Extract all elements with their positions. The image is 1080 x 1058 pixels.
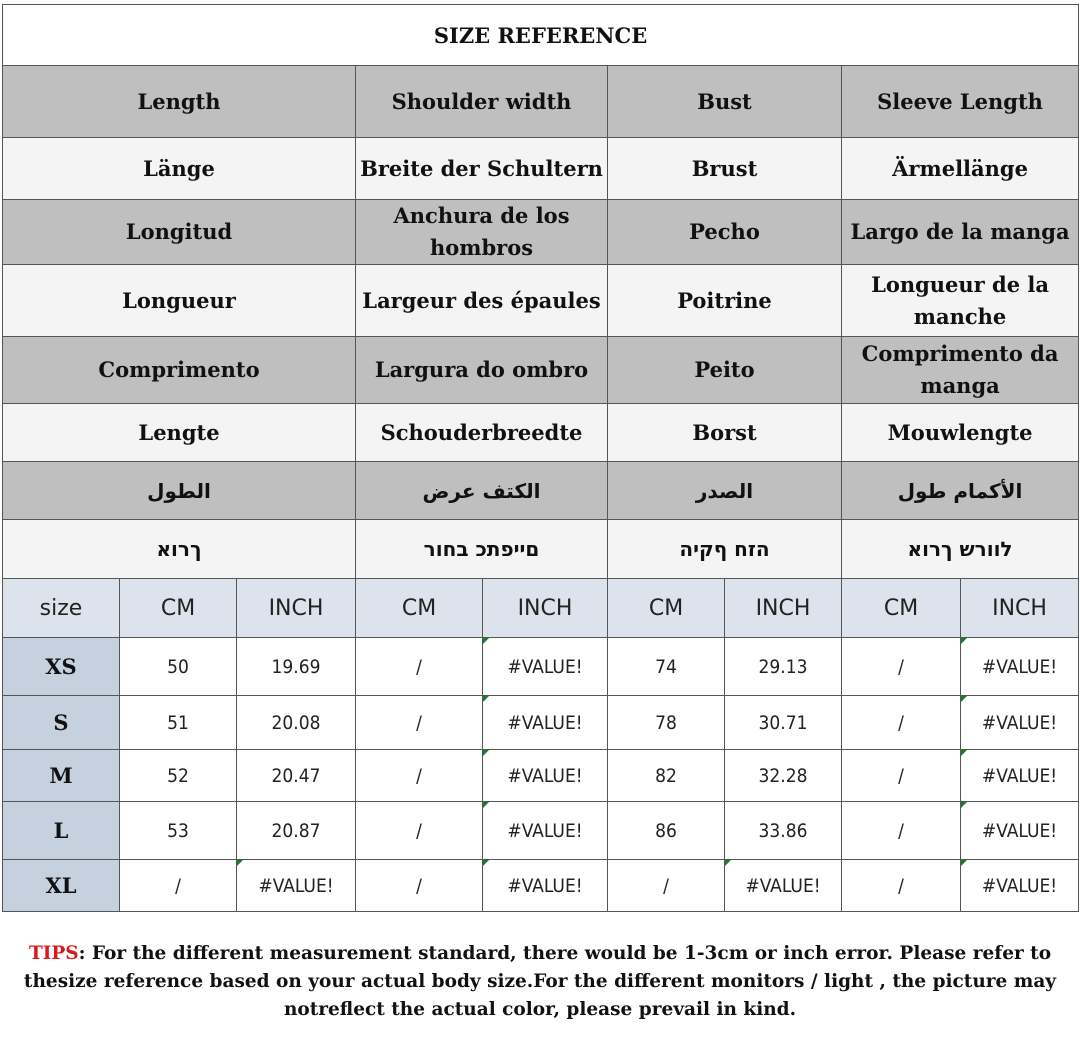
value-cell: 74 bbox=[608, 638, 725, 696]
value-cell: #VALUE! bbox=[483, 638, 608, 696]
shoulder-label: Breite der Schultern bbox=[356, 138, 608, 200]
measurement-row-es bbox=[3, 200, 1079, 265]
value-cell: / bbox=[608, 860, 725, 912]
value-cell: 33.86 bbox=[725, 802, 842, 860]
measurement-row-he bbox=[3, 520, 1079, 579]
table-row bbox=[3, 638, 1079, 696]
shoulder-label: Largeur des épaules bbox=[356, 265, 608, 337]
shoulder-label: םייפתכ בחור bbox=[356, 520, 608, 579]
length-label: Length bbox=[3, 66, 356, 138]
value-cell: 29.13 bbox=[725, 638, 842, 696]
sleeve-label: Sleeve Length bbox=[842, 66, 1079, 138]
value-cell: 52 bbox=[120, 750, 237, 802]
shoulder-label: الكتف عرض bbox=[356, 462, 608, 520]
measurement-row-pt bbox=[3, 337, 1079, 404]
unit-header: INCH bbox=[237, 579, 356, 638]
size-column-header: size bbox=[3, 579, 120, 638]
length-label: الطول bbox=[3, 462, 356, 520]
length-label: Longueur bbox=[3, 265, 356, 337]
table-row bbox=[3, 860, 1079, 912]
value-cell: #VALUE! bbox=[483, 696, 608, 750]
length-label: Lengte bbox=[3, 404, 356, 462]
bust-label: Pecho bbox=[608, 200, 842, 265]
value-cell: #VALUE! bbox=[961, 860, 1079, 912]
value-cell: 20.47 bbox=[237, 750, 356, 802]
sleeve-label: Largo de la manga bbox=[842, 200, 1079, 265]
unit-header: CM bbox=[842, 579, 961, 638]
measurement-row-nl bbox=[3, 404, 1079, 462]
table-row bbox=[3, 802, 1079, 860]
table-row bbox=[3, 696, 1079, 750]
value-cell: / bbox=[356, 750, 483, 802]
sleeve-label: לוורש ךרוא bbox=[842, 520, 1079, 579]
tips-label: TIPS bbox=[28, 943, 79, 964]
measurement-row-ar bbox=[3, 462, 1079, 520]
length-label: ךרוא bbox=[3, 520, 356, 579]
value-cell: / bbox=[842, 802, 961, 860]
measurement-row-fr bbox=[3, 265, 1079, 337]
sleeve-label: Comprimento da manga bbox=[842, 337, 1079, 404]
unit-header: INCH bbox=[725, 579, 842, 638]
unit-header: CM bbox=[120, 579, 237, 638]
value-cell: 19.69 bbox=[237, 638, 356, 696]
measurement-row-en bbox=[3, 66, 1079, 138]
sleeve-label: Longueur de la manche bbox=[842, 265, 1079, 337]
size-label: XS bbox=[3, 638, 120, 696]
size-reference-table bbox=[2, 4, 1079, 912]
value-cell: / bbox=[356, 638, 483, 696]
value-cell: 53 bbox=[120, 802, 237, 860]
bust-label: Poitrine bbox=[608, 265, 842, 337]
unit-header: INCH bbox=[961, 579, 1079, 638]
value-cell: / bbox=[356, 802, 483, 860]
value-cell: #VALUE! bbox=[961, 802, 1079, 860]
value-cell: 20.87 bbox=[237, 802, 356, 860]
value-cell: 32.28 bbox=[725, 750, 842, 802]
value-cell: #VALUE! bbox=[483, 802, 608, 860]
table-row bbox=[3, 750, 1079, 802]
title-row bbox=[3, 5, 1079, 66]
value-cell: #VALUE! bbox=[483, 860, 608, 912]
sleeve-label: Ärmellänge bbox=[842, 138, 1079, 200]
length-label: Länge bbox=[3, 138, 356, 200]
size-label: M bbox=[3, 750, 120, 802]
value-cell: / bbox=[842, 696, 961, 750]
shoulder-label: Anchura de los hombros bbox=[356, 200, 608, 265]
sleeve-label: الأكمام طول bbox=[842, 462, 1079, 520]
value-cell: / bbox=[356, 696, 483, 750]
bust-label: הזח ףקיה bbox=[608, 520, 842, 579]
value-cell: 51 bbox=[120, 696, 237, 750]
sleeve-label: Mouwlengte bbox=[842, 404, 1079, 462]
value-cell: 20.08 bbox=[237, 696, 356, 750]
value-cell: #VALUE! bbox=[961, 750, 1079, 802]
tips-text: : For the different measurement standard, there would be 1-3cm or inch error. Please refer to thesize reference based on your actual body size.For the different monitors / light , the picture may notreflect the actual color, please prevail in kind. bbox=[23, 943, 1057, 1020]
length-label: Comprimento bbox=[3, 337, 356, 404]
unit-header: CM bbox=[608, 579, 725, 638]
value-cell: #VALUE! bbox=[961, 638, 1079, 696]
value-cell: 82 bbox=[608, 750, 725, 802]
bust-label: Borst bbox=[608, 404, 842, 462]
value-cell: / bbox=[842, 750, 961, 802]
bust-label: Peito bbox=[608, 337, 842, 404]
unit-header: CM bbox=[356, 579, 483, 638]
value-cell: / bbox=[842, 860, 961, 912]
shoulder-label: Schouderbreedte bbox=[356, 404, 608, 462]
tips-note bbox=[8, 940, 1072, 1024]
value-cell: 86 bbox=[608, 802, 725, 860]
value-cell: 78 bbox=[608, 696, 725, 750]
size-label: S bbox=[3, 696, 120, 750]
unit-header: INCH bbox=[483, 579, 608, 638]
value-cell: #VALUE! bbox=[725, 860, 842, 912]
size-label: L bbox=[3, 802, 120, 860]
value-cell: / bbox=[120, 860, 237, 912]
value-cell: 30.71 bbox=[725, 696, 842, 750]
size-label: XL bbox=[3, 860, 120, 912]
table-title: SIZE REFERENCE bbox=[3, 5, 1079, 66]
bust-label: Brust bbox=[608, 138, 842, 200]
value-cell: #VALUE! bbox=[483, 750, 608, 802]
shoulder-label: Shoulder width bbox=[356, 66, 608, 138]
value-cell: #VALUE! bbox=[237, 860, 356, 912]
value-cell: #VALUE! bbox=[961, 696, 1079, 750]
shoulder-label: Largura do ombro bbox=[356, 337, 608, 404]
unit-header-row bbox=[3, 579, 1079, 638]
measurement-row-de bbox=[3, 138, 1079, 200]
length-label: Longitud bbox=[3, 200, 356, 265]
value-cell: 50 bbox=[120, 638, 237, 696]
bust-label: Bust bbox=[608, 66, 842, 138]
value-cell: / bbox=[356, 860, 483, 912]
size-rows bbox=[3, 638, 1079, 912]
bust-label: الصدر bbox=[608, 462, 842, 520]
value-cell: / bbox=[842, 638, 961, 696]
